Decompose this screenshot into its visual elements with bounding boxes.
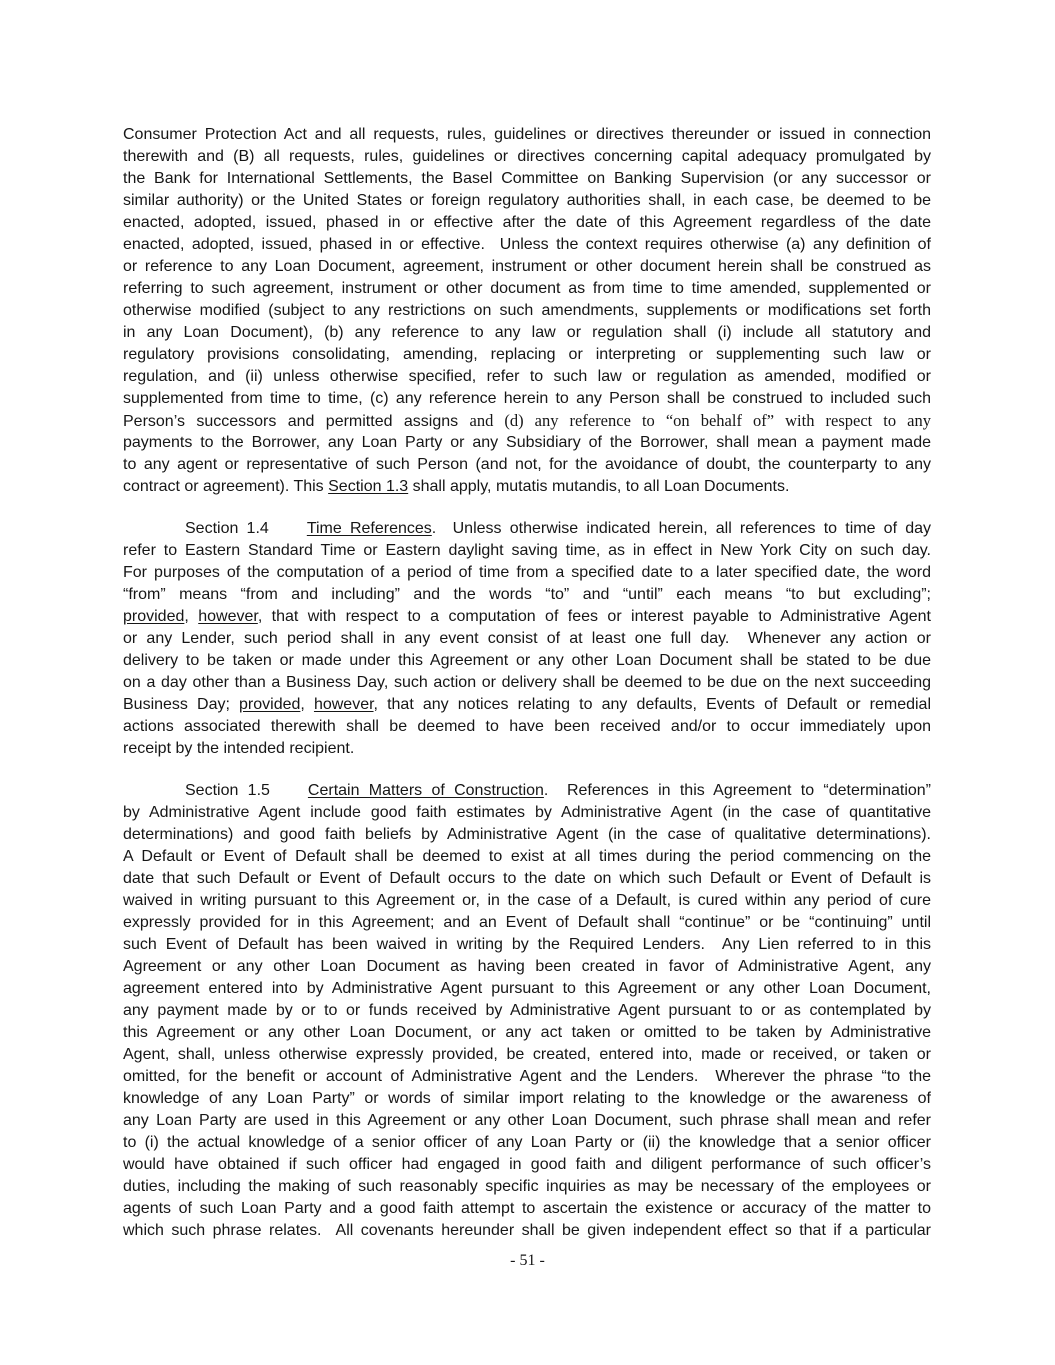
text-line xyxy=(123,410,931,432)
text-segment: receipt by the intended recipient. xyxy=(123,740,355,757)
text-line xyxy=(123,672,931,694)
underlined-text: provided xyxy=(239,696,301,713)
text-line xyxy=(123,168,931,190)
text-segment: in any Loan Document), (b) any reference to any law or regulation shall (i) include all statutory and xyxy=(123,324,931,341)
paragraph-continuation xyxy=(123,124,931,498)
text-line xyxy=(123,650,931,672)
text-segment: to any agent or representative of such Person (and not, for the avoidance of doubt, the counterparty to any xyxy=(123,456,931,473)
text-line xyxy=(123,1110,931,1132)
text-segment: the Bank for International Settlements, the Basel Committee on Banking Supervision (or any successor or xyxy=(123,170,931,187)
text-line xyxy=(123,344,931,366)
text-line xyxy=(123,1220,931,1242)
text-segment: actions associated therewith shall be deemed to have been received and/or to occur immediately upon xyxy=(123,718,931,735)
text-segment: any payment made by or to or funds received by Administrative Agent pursuant to or as contemplated by xyxy=(123,1002,931,1019)
text-segment: regulatory provisions consolidating, amending, replacing or interpreting or supplementing such law or xyxy=(123,346,931,363)
text-segment: , xyxy=(184,608,199,625)
text-segment: referring to such agreement, instrument or other document as from time to time amended, supplemented or xyxy=(123,280,931,297)
text-segment: “from” means “from and including” and the words “to” and “until” each means “to but excluding”; xyxy=(123,586,931,603)
text-segment: determinations) and good faith beliefs by Administrative Agent (in the case of qualitative determinations). xyxy=(123,826,931,843)
text-line xyxy=(123,1154,931,1176)
underlined-text: Time References xyxy=(306,520,432,537)
text-line xyxy=(123,432,931,454)
text-segment: would have obtained if such officer had engaged in good faith and diligent performance of such officer’s xyxy=(123,1156,931,1173)
text-segment: For purposes of the computation of a period of time from a specified date to a later specified date, the word xyxy=(123,564,931,581)
text-line xyxy=(123,562,931,584)
text-line xyxy=(123,476,931,498)
text-line xyxy=(123,738,931,760)
underlined-text: Certain Matters of Construction xyxy=(307,782,544,799)
text-segment: waived in writing pursuant to this Agreement or, in the case of a Default, is cured within any period of cure xyxy=(123,892,931,909)
text-segment: similar authority) or the United States or foreign regulatory authorities shall, in each case, be deemed to be xyxy=(123,192,931,209)
text-line xyxy=(123,1176,931,1198)
text-line xyxy=(123,890,931,912)
text-line xyxy=(123,934,931,956)
underlined-text: provided xyxy=(123,608,185,625)
text-segment: delivery to be taken or made under this Agreement or any other Loan Document shall be stated to be due xyxy=(123,652,931,669)
text-segment: expressly provided for in this Agreement; and an Event of Default shall “continue” or be “continuing” until xyxy=(123,914,931,931)
text-segment: Section 1.4 xyxy=(185,520,269,537)
text-segment: duties, including the making of such reasonably specific inquiries as may be necessary of the employees or xyxy=(123,1178,931,1195)
text-line xyxy=(123,584,931,606)
text-segment: by Administrative Agent include good faith estimates by Administrative Agent (in the case of quantitative xyxy=(123,804,931,821)
text-segment: therewith and (B) all requests, rules, guidelines or directives concerning capital adequacy promulgated by xyxy=(123,148,931,165)
text-line xyxy=(123,212,931,234)
underlined-text: Section 1.3 xyxy=(328,478,409,495)
text-line xyxy=(123,1198,931,1220)
text-segment: . Unless otherwise indicated herein, all references to time of day xyxy=(431,520,931,537)
first-line-indent xyxy=(123,794,185,795)
text-line xyxy=(123,780,931,802)
text-segment: Section 1.5 xyxy=(185,782,270,799)
text-line xyxy=(123,234,931,256)
text-segment: knowledge of any Loan Party” or words of similar import relating to the knowledge or the awareness of xyxy=(123,1090,931,1107)
first-line-indent xyxy=(123,532,185,533)
text-line xyxy=(123,1000,931,1022)
text-line xyxy=(123,300,931,322)
text-line xyxy=(123,1044,931,1066)
paragraph-section-1-5 xyxy=(123,780,931,1242)
text-segment: A Default or Event of Default shall be deemed to exist at all times during the period commencing on the xyxy=(123,848,931,865)
text-line xyxy=(123,1066,931,1088)
text-segment: regulation, and (ii) unless otherwise specified, refer to such law or regulation as amended, modified or xyxy=(123,368,931,385)
text-segment: supplemented from time to time, (c) any reference herein to any Person shall be construed to included such xyxy=(123,390,931,407)
page-number: - 51 - xyxy=(510,1252,545,1269)
text-line xyxy=(123,956,931,978)
text-line xyxy=(123,694,931,716)
text-segment: , xyxy=(300,696,314,713)
text-segment: , that any notices relating to any defaults, Events of Default or remedial xyxy=(373,696,931,713)
text-line xyxy=(123,256,931,278)
text-line xyxy=(123,322,931,344)
text-line xyxy=(123,802,931,824)
text-segment: omitted, for the benefit or account of Administrative Agent and the Lenders. Wherever the phrase “to the xyxy=(123,1068,931,1085)
text-segment: this Agreement or any other Loan Document, or any act taken or omitted to be taken by Administrative xyxy=(123,1024,931,1041)
text-segment: or any Lender, such period shall in any event consist of at least one full day. Whenever any action or xyxy=(123,630,931,647)
text-line xyxy=(123,606,931,628)
text-line xyxy=(123,824,931,846)
text-segment: , that with respect to a computation of fees or interest payable to Administrative Agent xyxy=(257,608,931,625)
tab-space xyxy=(269,532,307,533)
text-segment: to (i) the actual knowledge of a senior officer of any Loan Party or (ii) the knowledge that a senior officer xyxy=(123,1134,931,1151)
text-line xyxy=(123,1022,931,1044)
text-segment: payments to the Borrower, any Loan Party or any Subsidiary of the Borrower, shall mean a payment made xyxy=(123,434,931,451)
text-line xyxy=(123,628,931,650)
serif-text: and (d) any reference to “on behalf of” with respect to any xyxy=(469,411,931,430)
text-line xyxy=(123,846,931,868)
document-body xyxy=(123,124,931,1262)
text-segment: such Event of Default has been waived in writing by the Required Lenders. Any Lien referred to in this xyxy=(123,936,931,953)
text-line xyxy=(123,366,931,388)
text-line xyxy=(123,518,931,540)
text-segment: . References in this Agreement to “determination” xyxy=(543,782,931,799)
paragraph-section-1-4 xyxy=(123,518,931,760)
tab-space xyxy=(270,794,308,795)
text-line xyxy=(123,868,931,890)
text-segment: date that such Default or Event of Default occurs to the date on which such Default or Event of Default is xyxy=(123,870,931,887)
text-segment: or reference to any Loan Document, agreement, instrument or other document herein shall be construed as xyxy=(123,258,931,275)
text-segment: agreement entered into by Administrative Agent pursuant to this Agreement or any other Loan Document, xyxy=(123,980,931,997)
text-line xyxy=(123,1088,931,1110)
text-segment: agents of such Loan Party and a good faith attempt to ascertain the existence or accuracy of the matter to xyxy=(123,1200,931,1217)
text-segment: Agreement or any other Loan Document as having been created in favor of Administrative Agent, any xyxy=(123,958,931,975)
text-segment: which such phrase relates. All covenants hereunder shall be given independent effect so that if a particular xyxy=(123,1222,931,1239)
text-segment: otherwise modified (subject to any restrictions on such amendments, supplements or modifications set forth xyxy=(123,302,931,319)
text-segment: enacted, adopted, issued, phased in or effective. Unless the context requires otherwise (a) any definition of xyxy=(123,236,931,253)
text-line xyxy=(123,124,931,146)
text-segment: refer to Eastern Standard Time or Eastern daylight saving time, as in effect in New York City on such day. xyxy=(123,542,931,559)
text-segment: Business Day; xyxy=(123,696,240,713)
text-line xyxy=(123,278,931,300)
text-segment: any Loan Party are used in this Agreement or any other Loan Document, such phrase shall mean and refer xyxy=(123,1112,931,1129)
text-segment: contract or agreement). This xyxy=(123,478,329,495)
text-segment: enacted, adopted, issued, phased in or effective after the date of this Agreement regardless of the date xyxy=(123,214,931,231)
text-line xyxy=(123,978,931,1000)
text-segment: Agent, shall, unless otherwise expressly provided, be created, entered into, made or received, or taken or xyxy=(123,1046,931,1063)
text-segment: shall apply, mutatis mutandis, to all Loan Documents. xyxy=(408,478,790,495)
text-segment: Consumer Protection Act and all requests, rules, guidelines or directives thereunder or issued in connection xyxy=(123,126,931,143)
text-line xyxy=(123,388,931,410)
text-line xyxy=(123,190,931,212)
text-segment: Person’s successors and permitted assigns xyxy=(123,413,470,430)
text-line xyxy=(123,454,931,476)
underlined-text: however xyxy=(313,696,374,713)
text-segment: on a day other than a Business Day, such action or delivery shall be deemed to be due on the next succeeding xyxy=(123,674,931,691)
text-line xyxy=(123,146,931,168)
text-line xyxy=(123,1132,931,1154)
text-line xyxy=(123,716,931,738)
underlined-text: however xyxy=(198,608,258,625)
text-line xyxy=(123,540,931,562)
text-line xyxy=(123,912,931,934)
